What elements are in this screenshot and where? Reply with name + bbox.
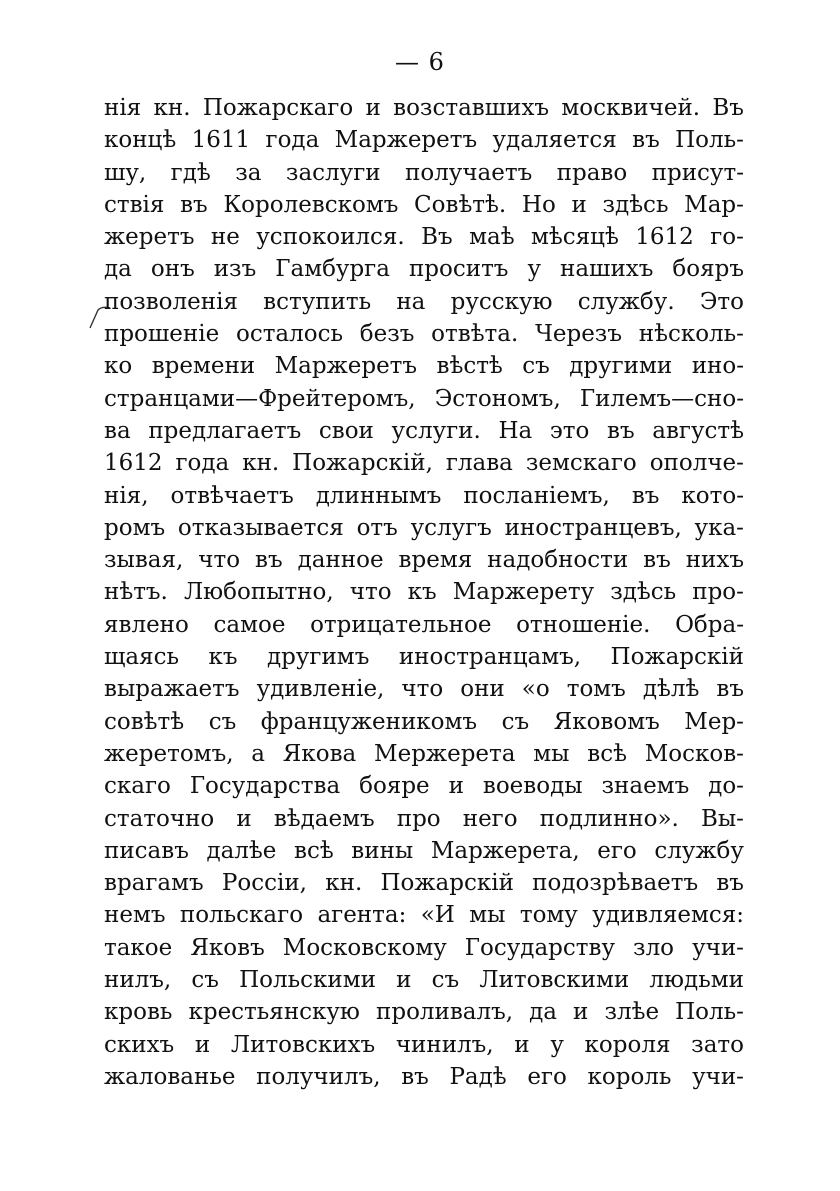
text-line: нія кн. Пожарскаго и возставшихъ москвичей. Въ [104,95,744,121]
text-line: статочно и вѣдаемъ про него подлинно». Вы- [104,805,744,832]
text-line: ва предлагаетъ свои услуги. На это въ августѣ [104,417,744,444]
text-line: нѣтъ. Любопытно, что къ Маржерету здѣсь про- [104,579,744,606]
text-line: такое Яковъ Московскому Государству зло учи- [104,934,744,961]
text-line: выражаетъ удивленіе, что они «о томъ дѣлѣ въ [104,676,744,703]
text-line: прошеніе осталось безъ отвѣта. Черезъ нѣсколь- [104,321,744,348]
text-line: нія, отвѣчаетъ длиннымъ посланіемъ, въ кото- [104,482,744,509]
text-line: ромъ отказывается отъ услугъ иностранцевъ, ука- [104,514,744,541]
text-line: ствія въ Королевскомъ Совѣтѣ. Но и здѣсь Мар- [104,191,744,218]
text-line: зывая, что въ данное время надобности въ нихъ [104,547,744,574]
text-line: жеретомъ, а Якова Мержерета мы всѣ Москов- [104,740,744,767]
text-line: щаясь къ другимъ иностранцамъ, Пожарскій [104,644,744,671]
text-line: нилъ, съ Польскими и съ Литовскими людьми [104,967,744,994]
text-line: скихъ и Литовскихъ чинилъ, и у короля зато [104,1031,744,1058]
text-line: жалованье получилъ, въ Радѣ его король учи- [104,1063,744,1090]
page-number: — 6 [395,48,445,76]
text-line: концѣ 1611 года Маржеретъ удаляется въ Поль- [104,127,744,154]
text-line: ко времени Маржеретъ вѣстѣ съ другими ино- [104,353,744,380]
text-line: совѣтѣ съ француженикомъ съ Яковомъ Мер- [104,708,744,735]
body-text [104,92,744,1093]
text-line: немъ польскаго агента: «И мы тому удивляемся: [104,902,744,929]
text-line: врагамъ Россіи, кн. Пожарскій подозрѣваетъ въ [104,870,744,897]
text-line: позволенія вступить на русскую службу. Это [104,288,744,315]
text-line: писавъ далѣе всѣ вины Маржерета, его службу [104,837,744,864]
text-line: скаго Государства бояре и воеводы знаемъ до- [104,773,744,800]
text-line: жеретъ не успокоился. Въ маѣ мѣсяцѣ 1612 го- [104,224,744,251]
text-line: кровь крестьянскую проливалъ, да и злѣе Поль- [104,999,744,1026]
text-line: да онъ изъ Гамбурга проситъ у нашихъ бояръ [104,256,744,283]
text-line: явлено самое отрицательное отношеніе. Обра- [104,611,744,638]
text-line: странцами—Фрейтеромъ, Эстономъ, Гилемъ—сно- [104,385,744,412]
text-line: шу, гдѣ за заслуги получаетъ право присут- [104,159,744,186]
text-line: 1612 года кн. Пожарскій, глава земскаго ополче- [104,450,744,477]
